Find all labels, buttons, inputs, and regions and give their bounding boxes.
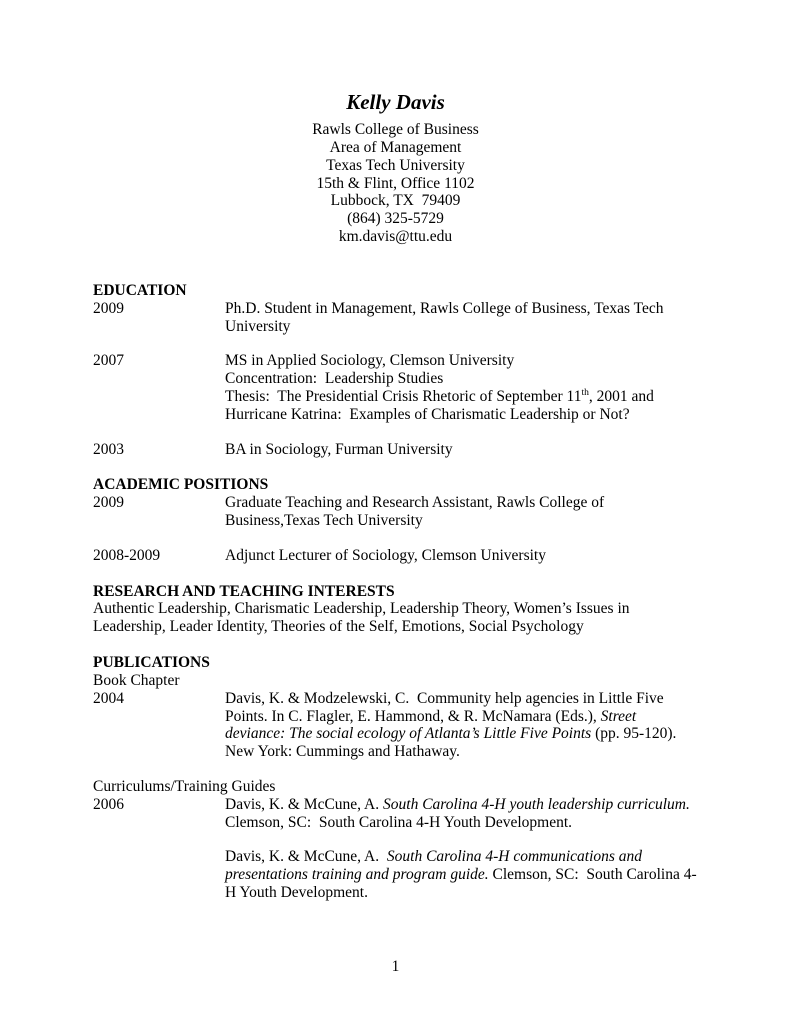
entry-content xyxy=(225,441,698,459)
contact-line-city: Lubbock, TX 79409 xyxy=(330,192,461,210)
education-section xyxy=(93,282,698,459)
academic-positions-section xyxy=(93,476,698,564)
citation-text-post: Clemson, SC: South Carolina 4-H Youth Development. xyxy=(225,795,694,831)
entry-year: 2008-2009 xyxy=(93,546,161,564)
thesis-text-post: , 2001 and Hurricane Katrina: Examples of Charismatic Leadership or Not? xyxy=(225,387,658,423)
entry-content xyxy=(225,547,698,565)
publication-entry-2004 xyxy=(93,690,698,761)
citation-text-post: (pp. 95-120). New York: Cummings and Hathaway. xyxy=(225,725,685,761)
thesis-text xyxy=(225,388,698,424)
entry-year: 2006 xyxy=(93,795,124,813)
education-entry-2003 xyxy=(93,441,698,459)
entry-content xyxy=(225,690,698,761)
research-interests-text: Authentic Leadership, Charismatic Leadership, Leadership Theory, Women’s Issues in Leadership, Leader Identity, Theories of the Self, Emotions, Social Psychology xyxy=(93,600,634,636)
thesis-text-pre: Thesis: The Presidential Crisis Rhetoric of September 11 xyxy=(225,387,582,405)
entry-year: 2007 xyxy=(93,352,124,370)
entry-year: 2003 xyxy=(93,440,124,458)
publication-citation xyxy=(225,690,698,761)
entry-content xyxy=(225,300,698,336)
education-entry-2007 xyxy=(93,352,698,423)
curriculums-label: Curriculums/Training Guides xyxy=(93,777,276,795)
contact-line-address: 15th & Flint, Office 1102 xyxy=(316,174,475,192)
contact-line-department: Area of Management xyxy=(329,139,462,156)
research-interests-section xyxy=(93,583,698,636)
education-section-title: EDUCATION xyxy=(93,281,187,299)
publication-entry-2006 xyxy=(93,796,698,902)
entry-year: 2004 xyxy=(93,689,124,707)
degree-text: MS in Applied Sociology, Clemson University xyxy=(225,352,515,370)
research-interests-section-title: RESEARCH AND TEACHING INTERESTS xyxy=(93,582,395,600)
entry-year: 2009 xyxy=(93,299,124,317)
degree-text: BA in Sociology, Furman University xyxy=(225,440,453,458)
entry-content xyxy=(225,352,698,423)
citation-guide-title: South Carolina 4-H youth leadership curriculum. xyxy=(383,795,690,813)
entry-year: 2009 xyxy=(93,494,124,512)
citation-text-pre: Davis, K. & McCune, A. xyxy=(225,795,384,813)
book-chapter-label: Book Chapter xyxy=(93,671,180,689)
contact-line-university: Texas Tech University xyxy=(326,156,465,174)
person-name: Kelly Davis xyxy=(346,90,445,114)
contact-line-email: km.davis@ttu.edu xyxy=(338,228,453,246)
contact-line-phone: (864) 325-5729 xyxy=(347,210,444,228)
entry-content xyxy=(225,796,698,902)
concentration-text: Concentration: Leadership Studies xyxy=(225,370,444,388)
page-number: 1 xyxy=(391,958,400,976)
education-entry-2009 xyxy=(93,300,698,336)
academic-positions-section-title: ACADEMIC POSITIONS xyxy=(93,476,269,494)
position-text: Graduate Teaching and Research Assistant, Rawls College of Business,Texas Tech University xyxy=(225,494,609,529)
publications-section-title: PUBLICATIONS xyxy=(93,654,210,672)
position-entry-2009 xyxy=(93,494,698,530)
citation-text-pre: Davis, K. & Modzelewski, C. Community help agencies in Little Five Points. In C. Flagler, E. Hammond, & R. McNamara (Eds.), xyxy=(225,689,668,725)
publication-citation xyxy=(225,848,698,901)
thesis-superscript: th xyxy=(581,386,589,398)
citation-text-pre: Davis, K. & McCune, A. xyxy=(225,848,387,866)
position-entry-2008-2009 xyxy=(93,547,698,565)
degree-text: Ph.D. Student in Management, Rawls College of Business, Texas Tech University xyxy=(225,299,668,335)
position-text: Adjunct Lecturer of Sociology, Clemson University xyxy=(225,546,546,564)
publications-section xyxy=(93,654,698,902)
citation-guide-title: South Carolina 4-H communications and presentations training and program guide. xyxy=(225,848,646,884)
citation-book-title: Street deviance: The social ecology of Atlanta’s Little Five Points xyxy=(225,707,641,743)
contact-line-affiliation: Rawls College of Business xyxy=(312,121,479,139)
contact-header xyxy=(93,90,698,246)
entry-content xyxy=(225,494,698,530)
citation-text-post: Clemson, SC: South Carolina 4-H Youth Development. xyxy=(225,866,697,901)
publication-citation xyxy=(225,796,698,832)
